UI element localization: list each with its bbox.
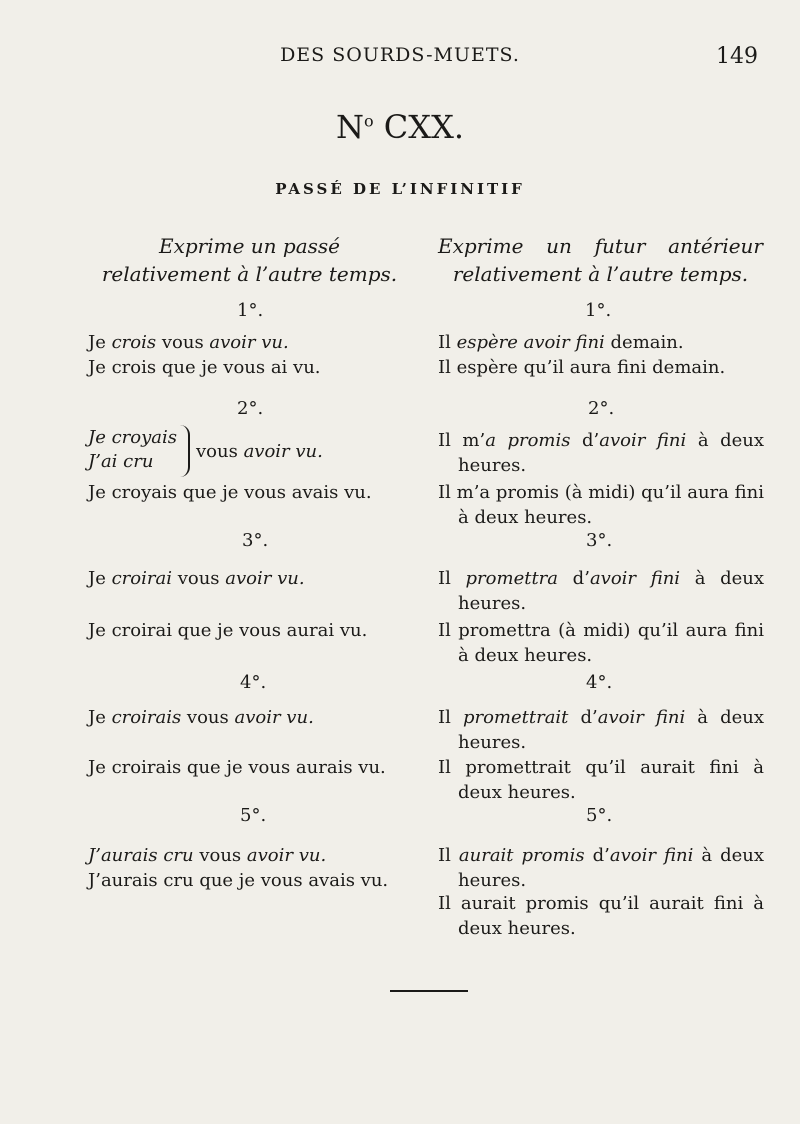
left-entry-1a: Je crois vous avoir vu. [88,332,289,353]
page-number: 149 [716,44,758,69]
left-entry-1b: Je crois que je vous ai vu. [88,357,321,378]
number-sup: o [363,111,374,131]
right-number-4: 4°. [586,672,613,693]
left-number-4: 4°. [240,672,267,693]
curly-brace [178,425,190,477]
left-entry-2a-shared: vous avoir vu. [196,441,323,462]
right-entry-3b: Il promettra (à midi) qu’il aura fini à deux heures. [438,620,764,666]
section-number [0,108,800,146]
left-entry-5b: J’aurais cru que je vous avais vu. [88,870,389,891]
left-entry-2a-line1: Je croyais [88,427,178,448]
left-entry-3a: Je croirai vous avoir vu. [88,568,305,589]
right-entry-2a: Il m’a promis d’avoir fini à deux heures. [438,430,764,476]
section-title: PASSÉ DE L’INFINITIF [275,180,525,198]
left-entry-2a-lines [88,426,177,474]
right-number-1: 1°. [585,300,612,321]
closing-rule [390,990,468,992]
left-entry-5a: J’aurais cru vous avoir vu. [88,845,327,866]
right-entry-4b: Il promettrait qu’il aurait fini à deux heures. [438,757,764,803]
number-prefix: N [335,108,364,146]
right-entry-2b: Il m’a promis (à midi) qu’il aura fini à deux heures. [438,482,764,528]
right-number-3: 3°. [586,530,613,551]
right-entry-1a: Il espère avoir fini demain. [438,332,684,353]
left-number-1: 1°. [237,300,264,321]
left-entry-2a-line2: J’ai cru [88,451,154,472]
right-number-5: 5°. [586,805,613,826]
running-head: DES SOURDS-MUETS. [280,44,520,66]
left-number-2: 2°. [237,398,264,419]
right-entry-5b: Il aurait promis qu’il aurait fini à deux heures. [438,893,764,939]
right-number-2: 2°. [588,398,615,419]
left-entry-4b: Je croirais que je vous aurais vu. [88,757,386,778]
right-entry-3a: Il promettra d’avoir fini à deux heures. [438,568,765,614]
left-number-3: 3°. [242,530,269,551]
right-entry-5a: Il aurait promis d’avoir fini à deux heures. [438,845,765,891]
left-number-5: 5°. [240,805,267,826]
left-entry-2b: Je croyais que je vous avais vu. [88,482,372,503]
right-entry-4a: Il promettrait d’avoir fini à deux heures. [438,707,765,753]
right-column-heading: Exprime un futur antérieur relativement à l’autre temps. [438,234,763,286]
left-entry-4a: Je croirais vous avoir vu. [88,707,314,728]
left-entry-3b: Je croirai que je vous aurai vu. [88,620,368,641]
number-numeral: CXX. [373,108,465,146]
left-column-heading: Exprime un passé relativement à l’autre temps. [101,234,398,286]
right-entry-1b: Il espère qu’il aura fini demain. [438,357,726,378]
